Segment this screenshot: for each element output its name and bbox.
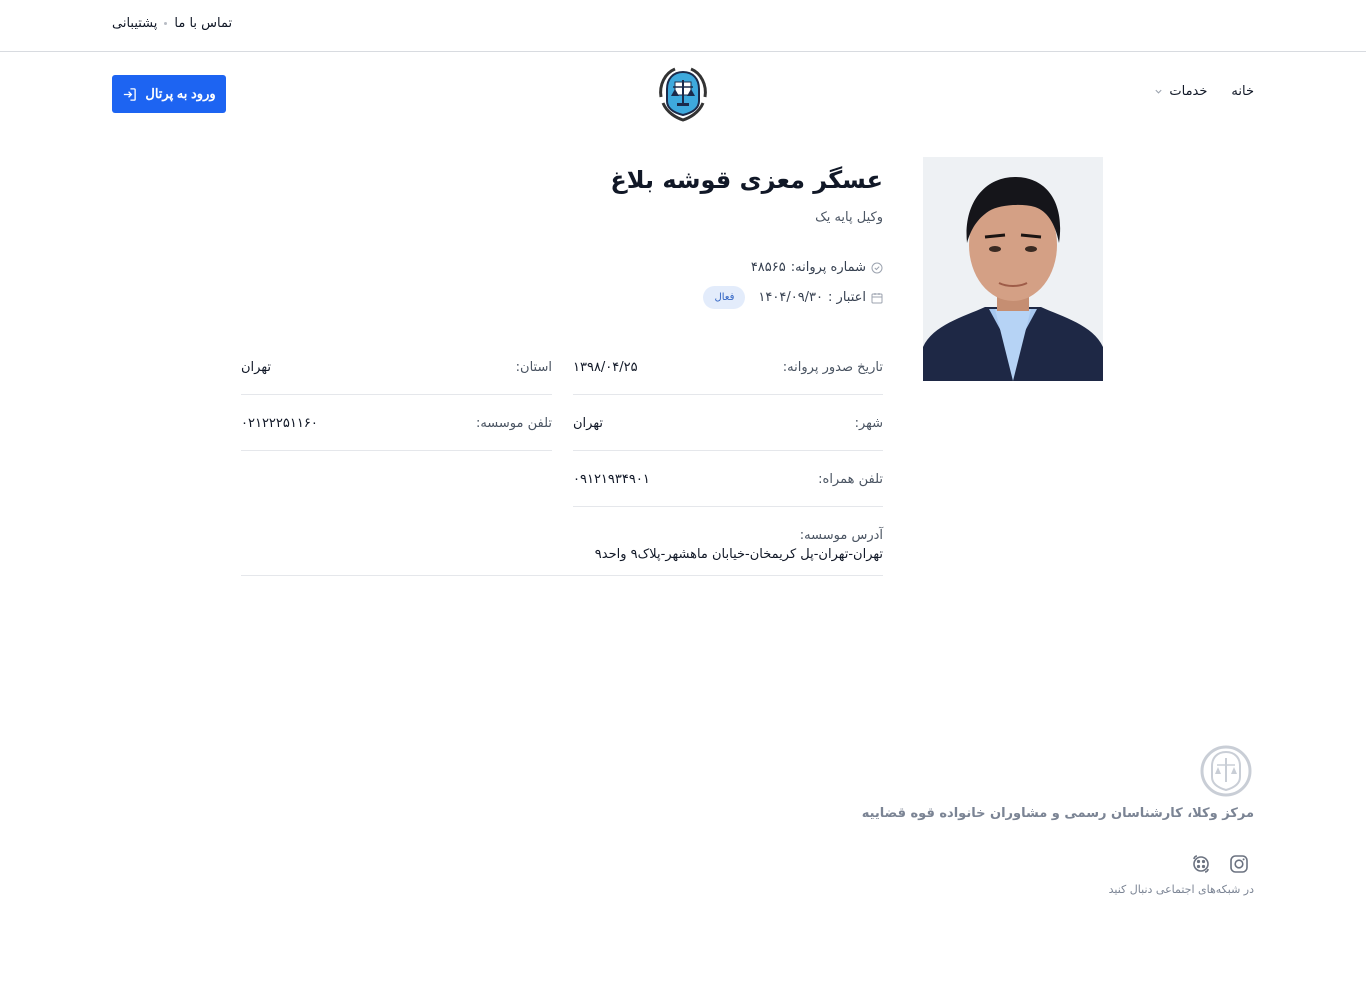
- chevron-down-icon: [1154, 87, 1163, 96]
- separator-dot: [164, 22, 167, 25]
- field-institute-phone: [241, 416, 552, 451]
- contact-link[interactable]: تماس با ما: [174, 16, 233, 31]
- address-value: تهران-تهران-پل کریمخان-خیابان ماهشهر-پلاک۹ واحد۹: [594, 547, 883, 562]
- mobile-value: ۰۹۱۲۱۹۳۴۹۰۱: [573, 472, 650, 487]
- mobile-label: تلفن همراه:: [818, 472, 883, 487]
- license-label: شماره پروانه:: [790, 260, 866, 275]
- footer-follow-text: در شبکه‌های اجتماعی دنبال کنید: [1108, 883, 1254, 896]
- institute-phone-label: تلفن موسسه:: [475, 416, 552, 431]
- check-circle-icon: [871, 262, 883, 274]
- aparat-icon[interactable]: [1190, 853, 1212, 875]
- main-nav: [1154, 84, 1254, 99]
- footer-title: مرکز وکلا، کارشناسان رسمی و مشاوران خانواده قوه قضاییه: [861, 806, 1254, 821]
- field-issue-date: [573, 360, 883, 395]
- address-label: آدرس موسسه:: [799, 528, 883, 543]
- issue-date-value: ۱۳۹۸/۰۴/۲۵: [573, 360, 638, 375]
- lawyer-rank: وکیل پایه یک: [815, 210, 883, 225]
- social-links: [1190, 853, 1250, 875]
- judiciary-logo: [653, 63, 713, 123]
- validity-date: ۱۴۰۴/۰۹/۳۰: [758, 290, 824, 305]
- field-mobile: [573, 472, 883, 507]
- province-value: تهران: [241, 360, 271, 375]
- field-province: [241, 360, 552, 395]
- field-city: [573, 416, 883, 451]
- login-icon: [122, 87, 137, 102]
- city-label: شهر:: [854, 416, 883, 431]
- portal-login-label: ورود به پرتال: [145, 86, 216, 101]
- field-address: [241, 528, 883, 576]
- support-link[interactable]: پشتیبانی: [112, 16, 158, 31]
- portal-login-button[interactable]: [112, 75, 226, 113]
- license-row: [751, 260, 883, 275]
- status-badge: فعال: [703, 286, 745, 309]
- calendar-icon: [871, 292, 883, 304]
- top-links: [112, 16, 232, 31]
- license-number: ۴۸۵۶۵: [750, 260, 786, 275]
- lawyer-name: عسگر معزی قوشه بلاغ: [610, 166, 883, 194]
- nav-services-label: خدمات: [1169, 84, 1208, 99]
- nav-home[interactable]: خانه: [1231, 84, 1254, 99]
- province-label: استان:: [515, 360, 552, 375]
- validity-row: [703, 286, 883, 309]
- institute-phone-value: ۰۲۱۲۲۲۵۱۱۶۰: [241, 416, 318, 431]
- issue-date-label: تاریخ صدور پروانه:: [782, 360, 883, 375]
- nav-services[interactable]: [1154, 84, 1207, 99]
- validity-label: اعتبار :: [828, 290, 866, 305]
- lawyer-photo: [923, 157, 1103, 381]
- top-bar: [0, 0, 1366, 52]
- footer-logo: [1199, 744, 1253, 798]
- city-value: تهران: [573, 416, 603, 431]
- instagram-icon[interactable]: [1228, 853, 1250, 875]
